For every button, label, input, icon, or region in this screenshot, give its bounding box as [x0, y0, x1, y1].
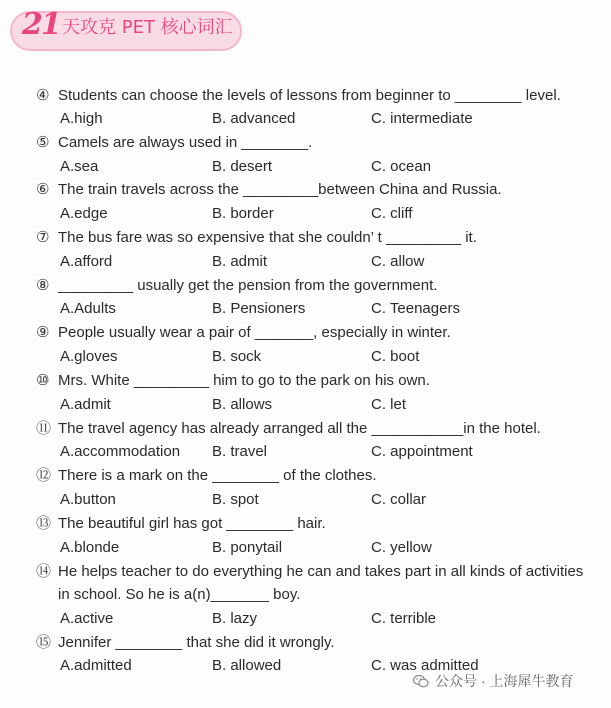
question-5: [36, 133, 312, 153]
option-a: A.accommodation: [60, 443, 181, 460]
question-text: Camels are always used in ________.: [58, 134, 313, 151]
option-a: A.admitted: [60, 657, 132, 674]
option-b: B. desert: [212, 158, 273, 175]
option-c: C. boot: [371, 348, 420, 365]
option-b: B. advanced: [212, 110, 296, 127]
option-b: B. lazy: [212, 610, 258, 627]
question-text-continued: in school. So he is a(n)_______ boy.: [58, 586, 301, 603]
option-b: B. travel: [212, 443, 268, 460]
option-a: A.sea: [60, 158, 99, 175]
option-c: C. ocean: [371, 158, 432, 175]
option-a: A.Adults: [60, 300, 116, 317]
question-15: [36, 633, 335, 653]
option-c: C. terrible: [371, 610, 437, 627]
option-c: C. let: [371, 396, 407, 413]
option-b: B. Pensioners: [212, 300, 306, 317]
option-c: C. Teenagers: [371, 300, 460, 317]
question-text: Jennifer ________ that she did it wrongly.: [58, 634, 335, 651]
question-text: Students can choose the levels of lessons from beginner to ________ level.: [58, 87, 561, 104]
option-b: B. border: [212, 205, 274, 222]
option-c: C. cliff: [371, 205, 413, 222]
option-a: A.edge: [60, 205, 108, 222]
question-number: ⑬: [36, 515, 52, 532]
question-7: [36, 228, 477, 248]
option-a: A.admit: [60, 396, 111, 413]
option-c: C. collar: [371, 491, 427, 508]
question-number: ⑨: [36, 324, 50, 341]
question-text: The beautiful girl has got ________ hair.: [58, 515, 326, 532]
question-number: ⑫: [36, 467, 52, 484]
question-text: _________ usually get the pension from the government.: [58, 277, 438, 294]
option-a: A.button: [60, 491, 116, 508]
question-4: [36, 86, 561, 106]
option-a: A.afford: [60, 253, 113, 270]
option-c: C. appointment: [371, 443, 473, 460]
option-b: B. ponytail: [212, 539, 283, 556]
option-c: C. allow: [371, 253, 425, 270]
question-9: [36, 323, 451, 343]
question-number: ⑪: [36, 420, 52, 437]
option-a: A.blonde: [60, 539, 120, 556]
question-number: ⑮: [36, 634, 52, 651]
question-text: The train travels across the _________between China and Russia.: [58, 181, 502, 198]
question-12: [36, 466, 377, 486]
option-c: C. yellow: [371, 539, 432, 556]
question-14: [36, 562, 583, 582]
question-text: Mrs. White _________ him to go to the park on his own.: [58, 372, 430, 389]
question-8: [36, 276, 437, 296]
question-number: ⑥: [36, 181, 50, 198]
footer-watermark: [413, 671, 573, 691]
question-10: [36, 371, 430, 391]
question-text: The bus fare was so expensive that she couldn’ t _________ it.: [58, 229, 477, 246]
question-number: ④: [36, 87, 50, 104]
question-text: People usually wear a pair of _______, especially in winter.: [58, 324, 451, 341]
option-b: B. admit: [212, 253, 268, 270]
question-number: ⑩: [36, 372, 50, 389]
question-13: [36, 514, 326, 534]
option-a: A.high: [60, 110, 103, 127]
option-a: A.active: [60, 610, 114, 627]
option-b: B. spot: [212, 491, 259, 508]
question-number: ⑤: [36, 134, 50, 151]
option-a: A.gloves: [60, 348, 118, 365]
option-b: B. sock: [212, 348, 262, 365]
question-11: [36, 419, 541, 439]
question-number: ⑭: [36, 563, 52, 580]
wechat-icon: [413, 675, 429, 688]
option-b: B. allowed: [212, 657, 282, 674]
option-c: C. was admitted: [371, 657, 479, 674]
option-b: B. allows: [212, 396, 273, 413]
footer-text: 公众号 · 上海犀牛教育: [435, 673, 574, 689]
question-text: The travel agency has already arranged all the ___________in the hotel.: [58, 420, 541, 437]
header-number: 21: [22, 7, 60, 42]
question-6: [36, 180, 502, 200]
header-title: 天攻克 PET 核心词汇: [62, 17, 233, 38]
question-text: He helps teacher to do everything he can and takes part in all kinds of activities: [58, 563, 584, 580]
option-c: C. intermediate: [371, 110, 473, 127]
question-text: There is a mark on the ________ of the clothes.: [58, 467, 377, 484]
question-number: ⑦: [36, 229, 50, 246]
question-number: ⑧: [36, 277, 50, 294]
